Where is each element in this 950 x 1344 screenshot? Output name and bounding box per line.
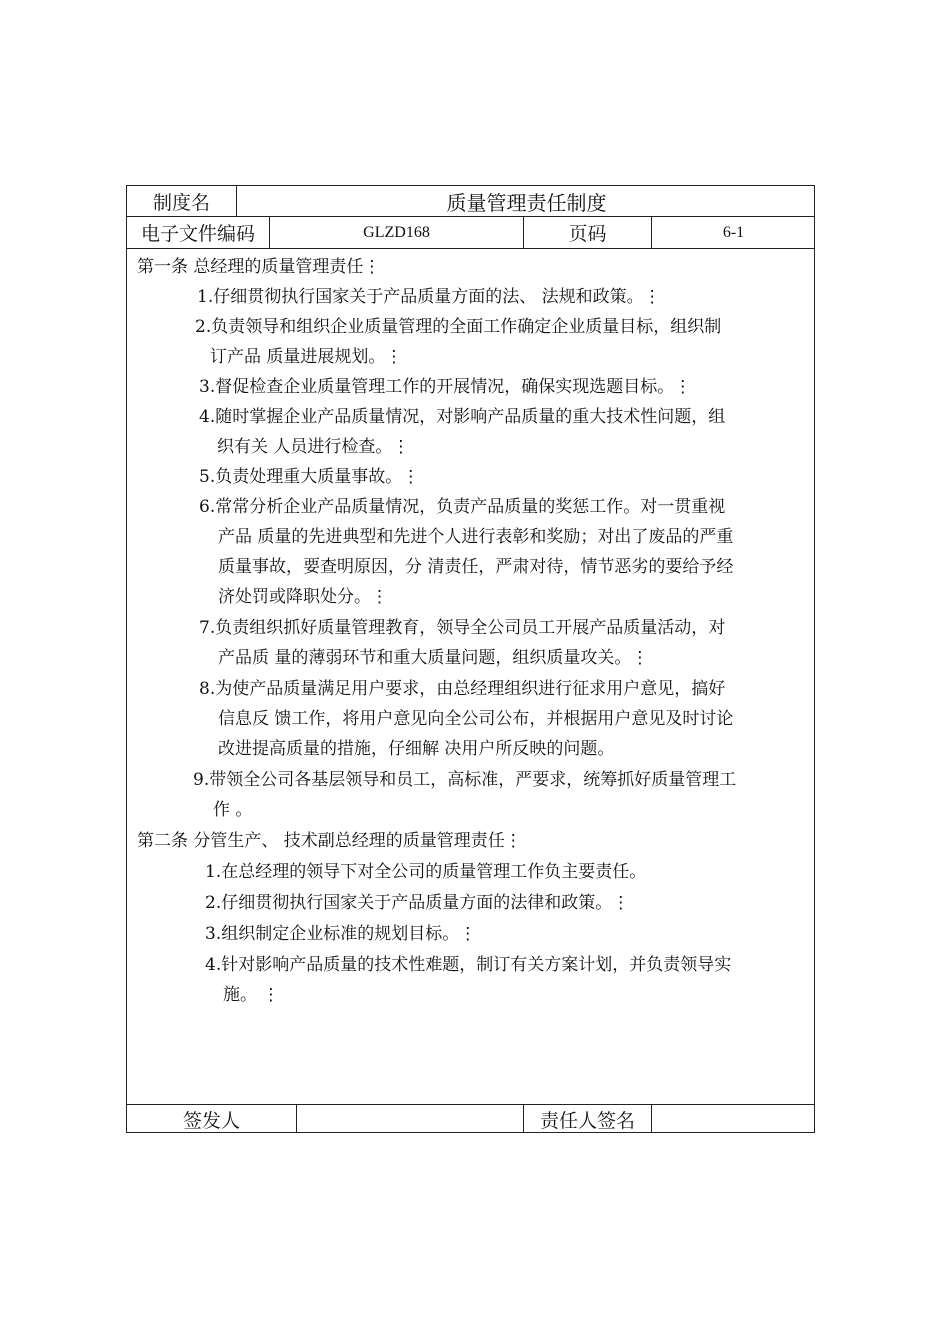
article-1-item: 9.带领全公司各基层领导和员工，高标准，严要求，统筹抓好质量管理工 [193, 770, 737, 790]
issuer-label: 签发人 [182, 1109, 240, 1132]
article-1-item-cont: 质量事故，要查明原因，分 清责任，严肃对待，情节恶劣的要给予经 [218, 557, 734, 577]
page-value: 6-1 [722, 223, 745, 241]
article-2-item: 3.组织制定企业标准的规划目标。⋮ [205, 924, 477, 944]
article-1-item-cont: 改进提高质量的措施，仔细解 决用户所反映的问题。 [218, 739, 615, 759]
article-1-item: 4.随时掌握企业产品质量情况，对影响产品质量的重大技术性问题，组 [199, 407, 726, 427]
article-1-item: 6.常常分析企业产品质量情况，负责产品质量的奖惩工作。对一贯重视 [199, 497, 726, 517]
file-code-value: GLZD168 [363, 223, 430, 241]
article-2-heading: 第二条 分管生产、 技术副总经理的质量管理责任⋮ [137, 831, 522, 851]
article-2-item: 2.仔细贯彻执行国家关于产品质量方面的法律和政策。⋮ [205, 893, 630, 913]
name-label: 制度名 [152, 191, 210, 214]
responsible-signature-field[interactable] [652, 1105, 815, 1133]
page-label: 页码 [568, 223, 607, 245]
issuer-signature-field[interactable] [297, 1105, 523, 1133]
article-1-item-cont: 产品质 量的薄弱环节和重大质量问题，组织质量攻关。⋮ [218, 648, 649, 668]
regulation-form [126, 185, 815, 1133]
article-1-item-cont: 济处罚或降职处分。⋮ [218, 587, 388, 607]
regulation-title: 质量管理责任制度 [446, 190, 607, 215]
article-1-item: 7.负责组织抓好质量管理教育，领导全公司员工开展产品质量活动，对 [199, 618, 726, 638]
article-1-item-cont: 织有关 人员进行检查。⋮ [217, 437, 410, 457]
article-1-item: 2.负责领导和组织企业质量管理的全面工作确定企业质量目标，组织制 [195, 317, 722, 337]
article-2-item: 4.针对影响产品质量的技术性难题，制订有关方案计划，并负责领导实 [205, 955, 732, 975]
regulation-body [127, 248, 814, 1104]
responsible-label: 责任人签名 [539, 1109, 635, 1132]
article-1-item-cont: 信息反 馈工作，将用户意见向全公司公布，并根据用户意见及时讨论 [218, 709, 734, 729]
article-1-item-cont: 产品 质量的先进典型和先进个人进行表彰和奖励；对出了废品的严重 [218, 527, 734, 547]
article-2-item: 1.在总经理的领导下对全公司的质量管理工作负主要责任。 [205, 862, 647, 882]
file-code-label: 电子文件编码 [140, 223, 255, 245]
article-1-item-cont: 订产品 质量进展规划。⋮ [210, 347, 403, 367]
article-1-heading: 第一条 总经理的质量管理责任⋮ [137, 257, 381, 277]
article-1-item: 3.督促检查企业质量管理工作的开展情况，确保实现选题目标。⋮ [199, 377, 692, 397]
article-1-item-cont: 作 。 [213, 800, 253, 820]
article-1-item: 1.仔细贯彻执行国家关于产品质量方面的法、 法规和政策。⋮ [197, 287, 661, 307]
article-1-item: 8.为使产品质量满足用户要求，由总经理组织进行征求用户意见，搞好 [199, 679, 726, 699]
article-1-item: 5.负责处理重大质量事故。⋮ [199, 467, 420, 487]
article-2-item-cont: 施。 ⋮ [223, 985, 280, 1005]
